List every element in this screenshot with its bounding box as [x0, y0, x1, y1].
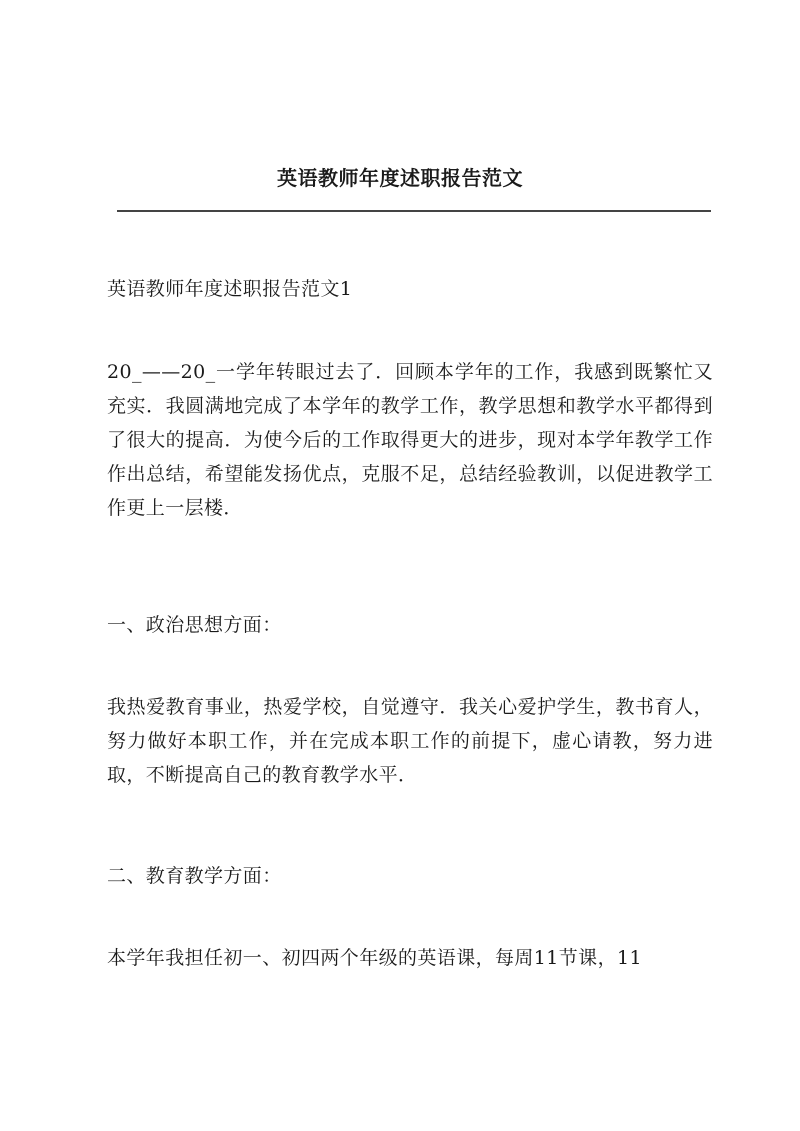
document-title: 英语教师年度述职报告范文 [277, 166, 523, 190]
section-subtitle: 英语教师年度述职报告范文1 [107, 278, 353, 300]
paragraph-education-teaching: 本学年我担任初一、初四两个年级的英语课，每周11节课，11 [107, 947, 642, 969]
heading-education-teaching: 二、教育教学方面： [107, 865, 282, 887]
heading-political-thought: 一、政治思想方面： [107, 614, 282, 636]
title-underline [117, 210, 711, 212]
paragraph-intro: 20_——20_一学年转眼过去了．回顾本学年的工作，我感到既繁忙又充实．我圆满地完成了本学年的教学工作，教学思想和教学水平都得到了很大的提高．为使今后的工作取得更大的进步，现对本学年教学工作作出总结，希望能发扬优点，克服不足，总结经验教训，以促进教学工作更上一层楼． [107, 361, 713, 519]
paragraph-political-thought: 我热爱教育事业，热爱学校，自觉遵守．我关心爱护学生，教书育人，努力做好本职工作，并在完成本职工作的前提下，虚心请教，努力进取，不断提高自己的教育教学水平． [107, 696, 713, 786]
